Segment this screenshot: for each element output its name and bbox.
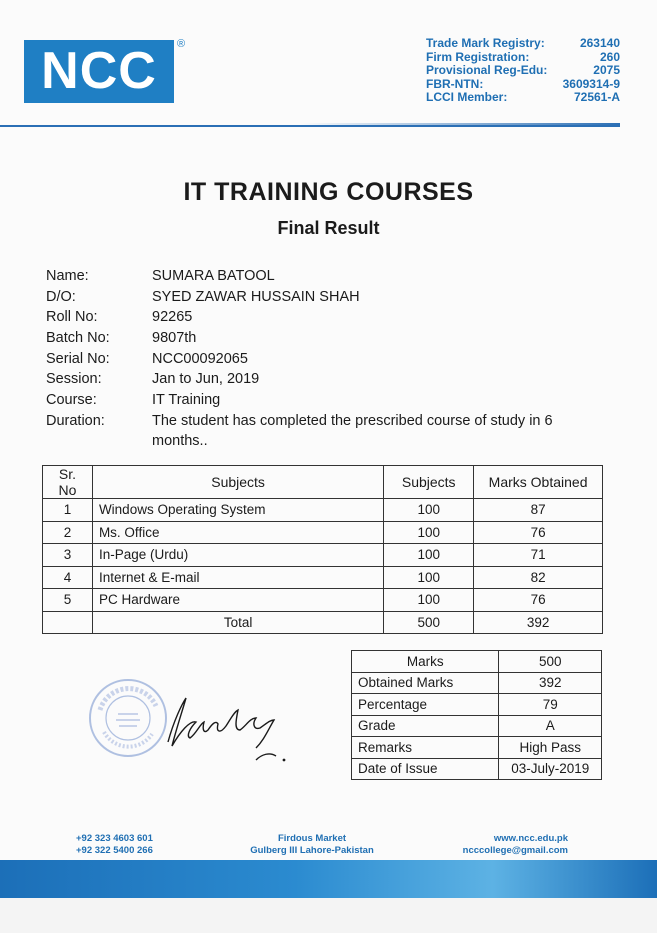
header-subject-marks: Subjects [384,466,474,499]
registered-mark-icon: ® [177,38,186,50]
summary-row-obtained: Obtained Marks 392 [352,672,602,694]
header-subjects: Subjects [92,466,383,499]
subjects-table [42,465,603,634]
student-details [46,266,562,453]
table-row: 1 Windows Operating System 100 87 [43,499,603,522]
footer-band-bottom [0,898,657,933]
registration-row: FBR-NTN: 3609314-9 [426,76,620,91]
website-link[interactable]: www.ncc.edu.pk [493,833,568,844]
registration-row: LCCI Member: 72561-A [426,90,620,104]
detail-row-batch-no: Batch No: 9807th [46,330,197,347]
header-marks-obtained: Marks Obtained [474,466,603,499]
email-link[interactable]: ncccollege@gmail.com [462,845,568,856]
college-stamp-icon [86,676,170,760]
footer-band [0,860,657,898]
ncc-logo: NCC [24,40,174,103]
detail-row-course: Course: IT Training [46,392,221,409]
summary-row-remarks: Remarks High Pass [352,737,602,759]
summary-row-percentage: Percentage 79 [352,694,602,716]
summary-table [351,650,602,780]
summary-row-date: Date of Issue 03-July-2019 [352,758,602,780]
footer-contact [440,833,568,857]
detail-row-name: Name: SUMARA BATOOL [46,268,275,284]
registration-row: Firm Registration: 260 [426,49,620,64]
signature-icon [160,690,310,780]
header-divider-accent [300,123,620,127]
document-title: IT TRAINING COURSES [183,178,474,206]
summary-row-grade: Grade A [352,715,602,737]
detail-row-session: Session: Jan to Jun, 2019 [46,371,260,388]
table-row: 2 Ms. Office 100 76 [43,521,603,544]
registration-row: Trade Mark Registry: 263140 [426,36,620,50]
total-max-marks: 500 [384,611,474,634]
table-header-row [43,466,603,499]
summary-row-marks: Marks 500 [352,651,602,673]
registration-row: Provisional Reg-Edu: 2075 [426,63,620,77]
registration-info [426,37,620,105]
footer-address: Firdous Market Gulberg III Lahore-Pakistan [250,833,374,856]
detail-row-roll-no: Roll No: 92265 [46,309,193,326]
document-subtitle: Final Result [277,218,380,238]
table-total-row [43,611,603,634]
detail-row-serial-no: Serial No: NCC00092065 [46,350,248,367]
header-sr-no: Sr. No [43,466,93,499]
table-row: 5 PC Hardware 100 76 [43,589,603,612]
table-row: 3 In-Page (Urdu) 100 71 [43,544,603,567]
total-obtained-marks: 392 [474,611,603,634]
total-label: Total [92,611,383,634]
footer-phones: +92 323 4603 601 +92 322 5400 266 [76,833,153,856]
detail-row-do: D/O: SYED ZAWAR HUSSAIN SHAH [46,288,360,305]
table-row: 4 Internet & E-mail 100 82 [43,566,603,589]
detail-row-duration: Duration: The student has completed the prescribed course of study in 6 months.. [46,412,553,449]
